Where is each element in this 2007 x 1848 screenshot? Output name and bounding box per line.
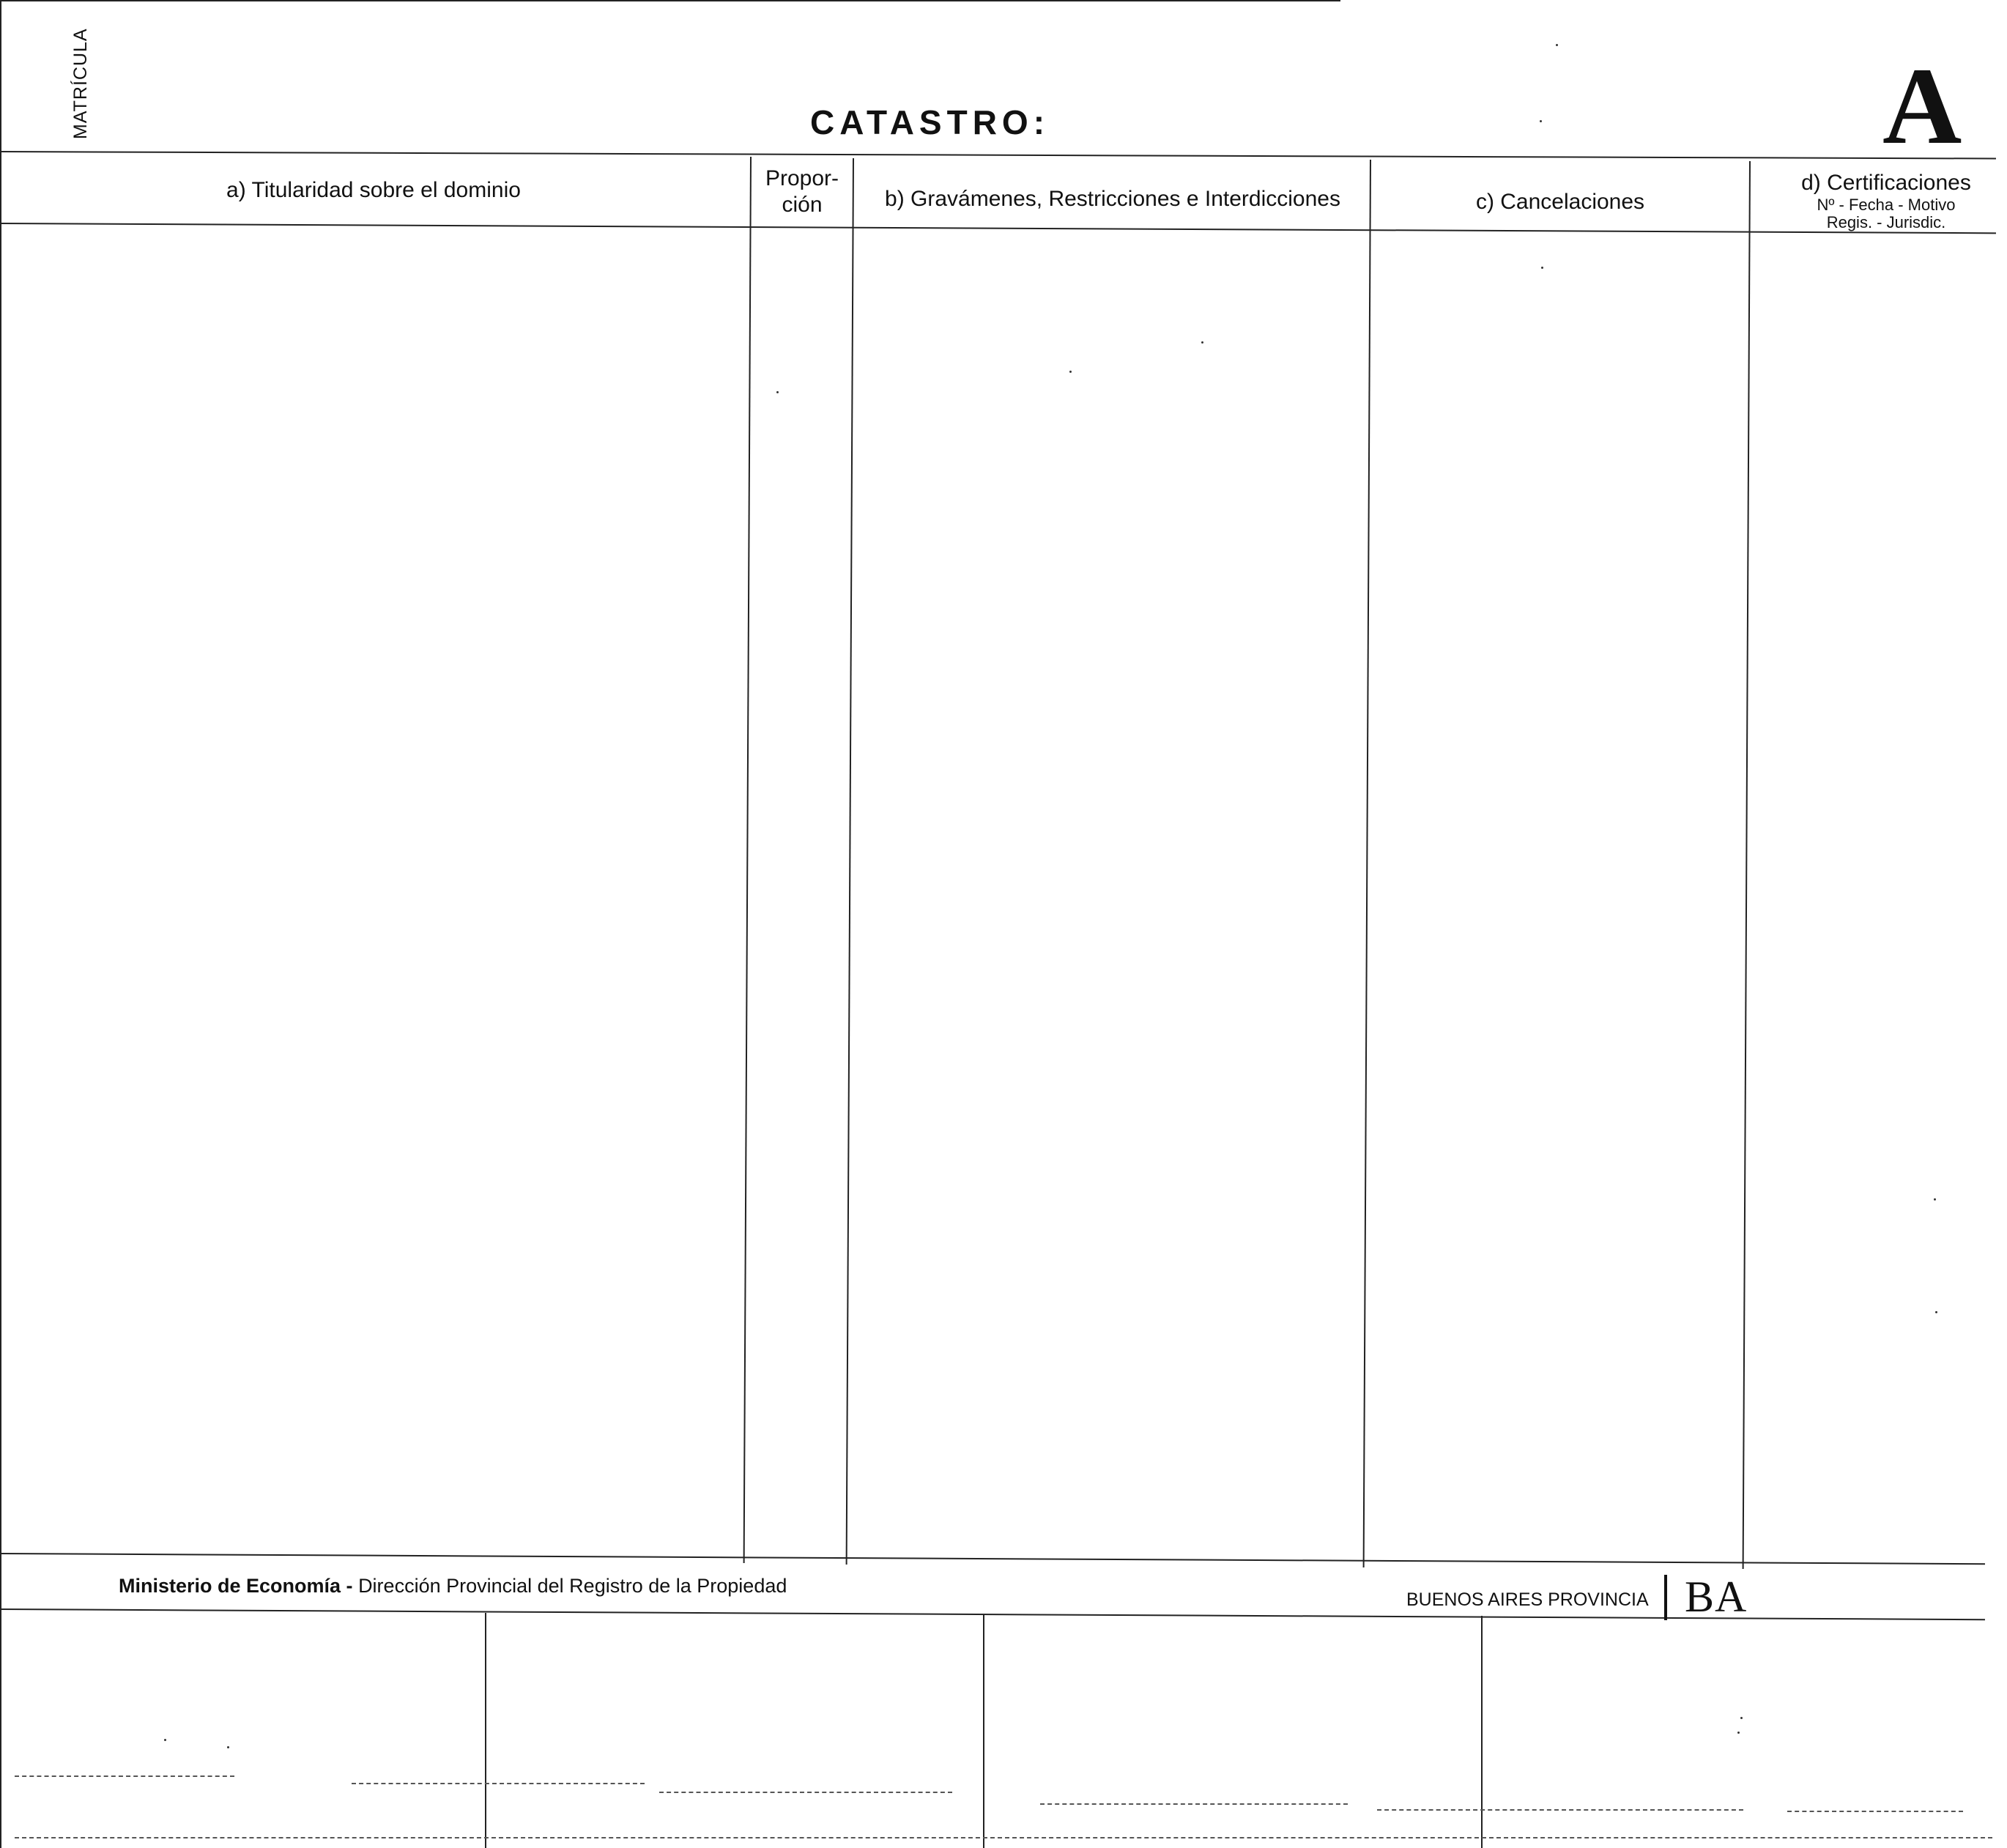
- catastro-title: CATASTRO:: [810, 103, 1050, 141]
- scan-speck: [1201, 341, 1203, 344]
- stub-divider-2: [983, 1614, 984, 1848]
- scan-speck: [227, 1746, 229, 1748]
- footer-directorate: Dirección Provincial del Registro de la Propiedad: [358, 1575, 787, 1597]
- ba-logo: BA: [1685, 1573, 1748, 1621]
- scan-speck: [1540, 120, 1542, 122]
- scan-speck: [1934, 1198, 1936, 1201]
- footer-top-rule: [0, 1553, 1985, 1565]
- certificaciones-title: d) Certificaciones: [1801, 171, 1971, 195]
- scan-speck: [1935, 1311, 1937, 1313]
- column-divider-1: [743, 157, 752, 1563]
- scan-dash: [1040, 1803, 1348, 1805]
- left-border: [0, 0, 1, 1848]
- column-header-certificaciones: [1751, 170, 2007, 231]
- scan-speck: [164, 1739, 166, 1741]
- scan-dash: [1787, 1811, 1963, 1812]
- stub-divider-3: [1481, 1616, 1483, 1848]
- footer-province: BUENOS AIRES PROVINCIA: [1406, 1589, 1649, 1610]
- scan-dash: [659, 1792, 952, 1793]
- footer-ministry-line: [119, 1575, 787, 1597]
- column-divider-3: [1363, 160, 1371, 1567]
- column-header-gravamenes: b) Gravámenes, Restricciones e Interdicciones: [885, 187, 1340, 211]
- top-border: [0, 0, 1340, 1]
- scan-speck: [1737, 1732, 1740, 1734]
- header-bottom-rule: [0, 223, 1996, 234]
- column-header-proporcion: Propor- ción: [765, 166, 839, 217]
- ba-logo-bar: [1664, 1575, 1667, 1620]
- scan-dash: [352, 1783, 645, 1784]
- column-header-titularidad: a) Titularidad sobre el dominio: [226, 178, 521, 202]
- scan-speck: [1740, 1717, 1743, 1719]
- scan-dash: [1377, 1809, 1743, 1811]
- footer-ministry: Ministerio de Economía -: [119, 1575, 353, 1597]
- column-divider-2: [846, 158, 854, 1565]
- scan-speck: [1069, 371, 1072, 373]
- scan-dash: [15, 1837, 1992, 1838]
- certificaciones-sub2: Regis. - Jurisdic.: [1826, 213, 1946, 231]
- stub-divider-1: [485, 1613, 486, 1848]
- column-divider-4: [1743, 161, 1751, 1569]
- column-header-cancelaciones: c) Cancelaciones: [1475, 190, 1645, 214]
- form-letter: A: [1882, 45, 1962, 167]
- scan-speck: [1541, 267, 1543, 269]
- certificaciones-sub1: Nº - Fecha - Motivo: [1817, 196, 1956, 214]
- scan-speck: [1556, 44, 1558, 46]
- matricula-label: MATRÍCULA: [70, 28, 91, 139]
- scan-speck: [776, 391, 779, 393]
- scan-dash: [15, 1775, 234, 1777]
- header-top-rule: [0, 151, 1996, 160]
